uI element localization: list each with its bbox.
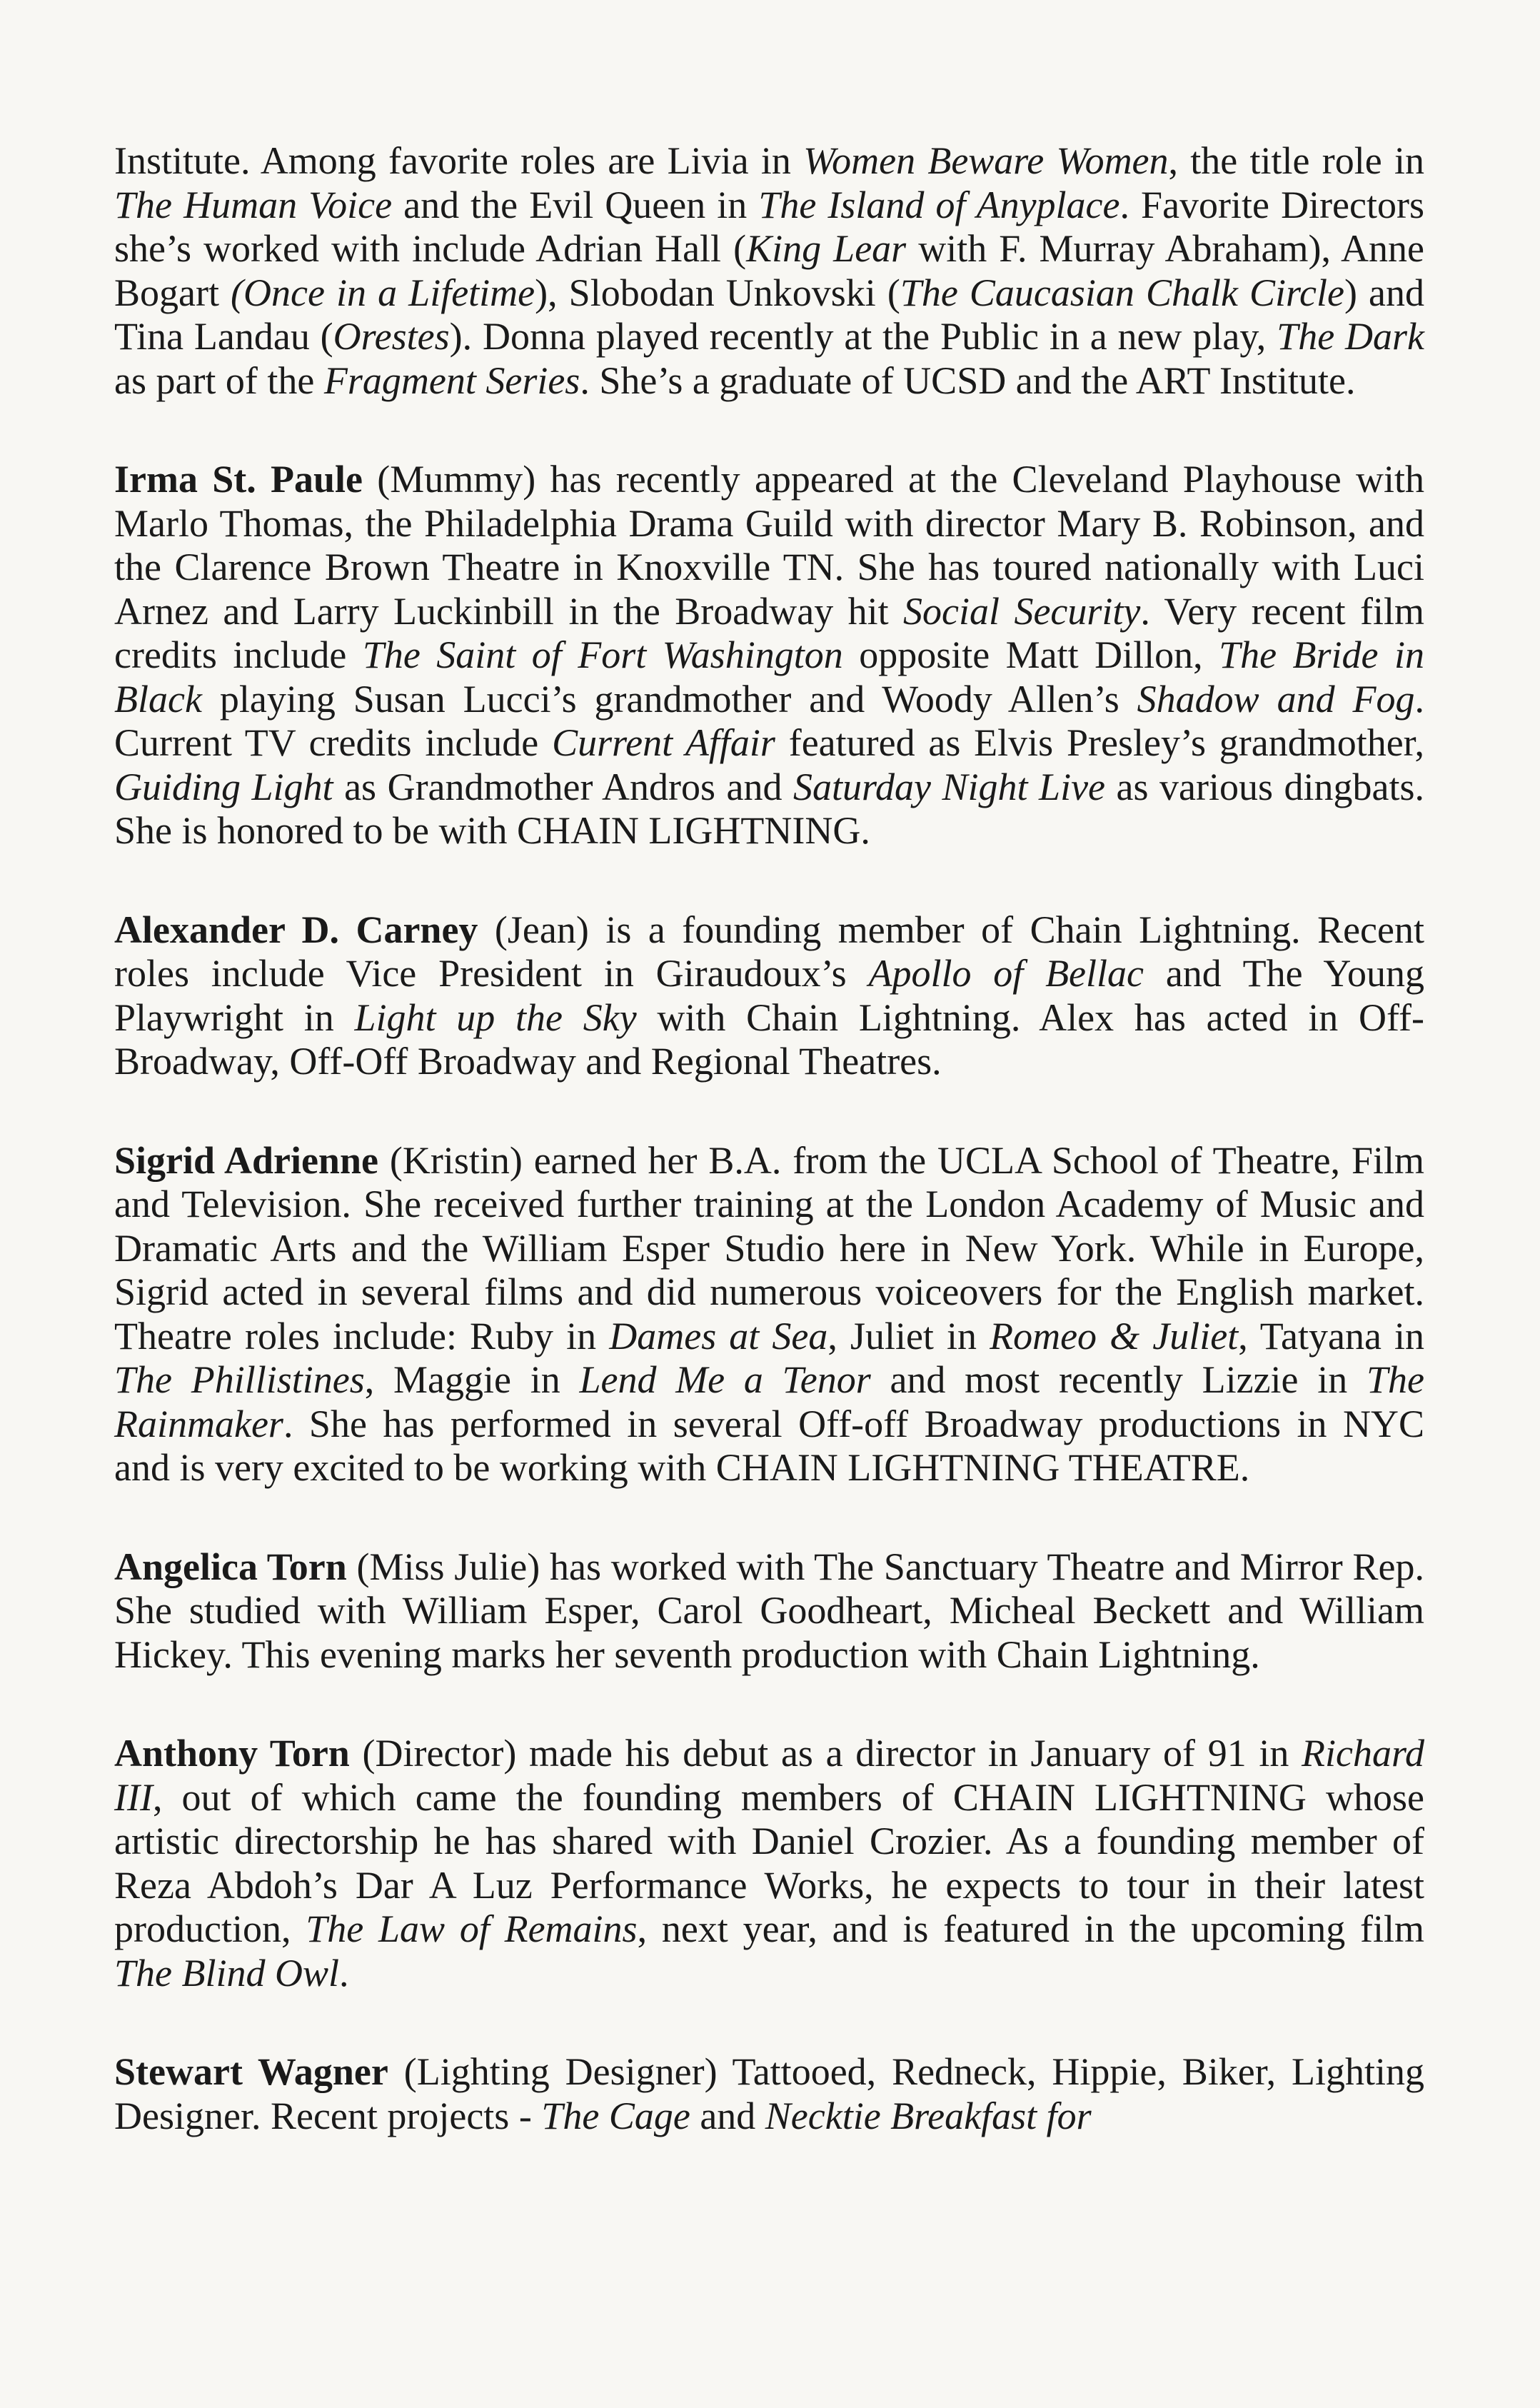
bio-text: Institute. Among favorite roles are Livia in xyxy=(114,139,804,182)
person-name: Sigrid Adrienne xyxy=(114,1138,378,1182)
work-title: The Cage xyxy=(541,2094,690,2137)
bio-text: , Maggie in xyxy=(364,1358,580,1401)
work-title: Orestes xyxy=(333,315,450,358)
person-name: Anthony Torn xyxy=(114,1732,350,1775)
bio-text: and xyxy=(690,2094,765,2137)
work-title: Lend Me a Tenor xyxy=(579,1358,871,1401)
work-title: The Phillistines xyxy=(114,1358,365,1401)
bio-text: (Lighting Designer) Tattooed, Redneck, Hippie, Biker, Lighting Designer. Recent projects - xyxy=(114,2050,1424,2137)
work-title: Richard III xyxy=(114,1732,1424,1819)
work-title: The Law of Remains xyxy=(306,1907,638,1950)
work-title: Fragment Series xyxy=(323,358,580,402)
bio-text: as part of the xyxy=(114,358,324,402)
bio-paragraph-donna xyxy=(114,139,1424,403)
bio-paragraph-irma-st-paule xyxy=(114,458,1424,853)
work-title: Current Affair xyxy=(552,721,775,764)
bio-text: and The Young Playwright in xyxy=(114,952,1424,1039)
bio-paragraph-alexander-carney xyxy=(114,908,1424,1084)
bio-text: and most recently Lizzie in xyxy=(870,1358,1367,1401)
work-title: Guiding Light xyxy=(114,765,333,808)
work-title: Shadow and Fog xyxy=(1137,677,1415,721)
bio-paragraph-sigrid-adrienne xyxy=(114,1139,1424,1490)
bio-text: . She has performed in several Off-off Broadway productions in NYC and is very excited to be working with CHAIN LIGHTNING THEATRE. xyxy=(114,1402,1424,1489)
work-title: Light up the Sky xyxy=(354,995,637,1039)
bio-text: . Very recent film credits include xyxy=(114,589,1424,676)
bio-text: , next year, and is featured in the upcoming film xyxy=(637,1907,1424,1950)
work-title: Romeo & Juliet xyxy=(990,1314,1239,1358)
work-title: The Caucasian Chalk Circle xyxy=(900,271,1344,314)
bio-text: , Juliet in xyxy=(827,1314,990,1358)
work-title: The Human Voice xyxy=(114,183,393,226)
work-title: The Blind Owl xyxy=(114,1951,340,1995)
bio-text: ), Slobodan Unkovski ( xyxy=(535,271,900,314)
work-title: The Saint of Fort Washington xyxy=(362,633,843,676)
bio-text: (Miss Julie) has worked with The Sanctuary Theatre and Mirror Rep. She studied with William Esper, Carol Goodheart, Micheal Beckett and William Hickey. This evening marks her seventh production with Chain Lightning. xyxy=(114,1545,1424,1676)
bio-text: as Grandmother Andros and xyxy=(333,765,793,808)
bio-text: (Kristin) earned her B.A. from the UCLA School of Theatre, Film and Television. She received further training at the London Academy of Music and Dramatic Arts and the William Esper Studio here in New York. While in Europe, Sigrid acted in several films and did numerous voiceovers for the English market. Theatre roles include: Ruby in xyxy=(114,1138,1424,1358)
work-title: Necktie Breakfast for xyxy=(765,2094,1092,2137)
person-name: Angelica Torn xyxy=(114,1545,347,1588)
bio-content xyxy=(114,139,1424,2193)
bio-text: (Director) made his debut as a director in January of 91 in xyxy=(349,1732,1302,1775)
bio-text: playing Susan Lucci’s grandmother and Woody Allen’s xyxy=(201,677,1137,721)
bio-text: . She’s a graduate of UCSD and the ART Institute. xyxy=(580,358,1356,402)
bio-text: , Tatyana in xyxy=(1238,1314,1425,1358)
bio-text: ) and Tina Landau ( xyxy=(114,271,1424,358)
bio-text: as various dingbats. She is honored to be with CHAIN LIGHTNING. xyxy=(114,765,1424,852)
work-title: King Lear xyxy=(746,227,907,270)
bio-text: (Jean) is a founding member of Chain Lightning. Recent roles include Vice President in Giraudoux’s xyxy=(114,908,1424,995)
bio-text: , the title role in xyxy=(1168,139,1424,182)
work-title: (Once in a Lifetime xyxy=(231,271,535,314)
work-title: Women Beware Women xyxy=(803,139,1169,182)
work-title: The Bride in Black xyxy=(114,633,1424,721)
person-name: Alexander D. Carney xyxy=(114,908,478,951)
bio-text: . xyxy=(339,1951,349,1995)
bio-text: , out of which came the founding members of CHAIN LIGHTNING whose artistic directorship he has shared with Daniel Crozier. As a founding member of Reza Abdoh’s Dar A Luz Performance Works, he expects to tour in their latest production, xyxy=(114,1775,1424,1950)
bio-paragraph-stewart-wagner xyxy=(114,2050,1424,2138)
bio-text: featured as Elvis Presley’s grandmother, xyxy=(775,721,1425,764)
work-title: Saturday Night Live xyxy=(793,765,1106,808)
bio-text: . Favorite Directors she’s worked with include Adrian Hall ( xyxy=(114,183,1424,270)
bio-text: and the Evil Queen in xyxy=(392,183,759,226)
bio-text: (Mummy) has recently appeared at the Cleveland Playhouse with Marlo Thomas, the Philadelphia Drama Guild with director Mary B. Robinson, and the Clarence Brown Theatre in Knoxville TN. She has toured nationally with Luci Arnez and Larry Luckinbill in the Broadway hit xyxy=(114,458,1425,633)
person-name: Irma St. Paule xyxy=(114,458,363,501)
work-title: The Rainmaker xyxy=(114,1358,1424,1445)
work-title: The Dark xyxy=(1277,315,1425,358)
bio-text: . Current TV credits include xyxy=(114,677,1424,764)
bio-paragraph-anthony-torn xyxy=(114,1732,1424,1995)
work-title: Dames at Sea xyxy=(609,1314,828,1358)
work-title: The Island of Anyplace xyxy=(758,183,1120,226)
bio-text: opposite Matt Dillon, xyxy=(842,633,1219,676)
bio-text: ). Donna played recently at the Public in a new play, xyxy=(449,315,1277,358)
bio-text: with Chain Lightning. Alex has acted in Off-Broadway, Off-Off Broadway and Regional Theatres. xyxy=(114,995,1424,1083)
person-name: Stewart Wagner xyxy=(114,2050,388,2093)
bio-text: with F. Murray Abraham), Anne Bogart xyxy=(114,227,1424,314)
bio-paragraph-angelica-torn xyxy=(114,1545,1424,1677)
work-title: Social Security xyxy=(903,589,1141,633)
work-title: Apollo of Bellac xyxy=(868,952,1144,995)
